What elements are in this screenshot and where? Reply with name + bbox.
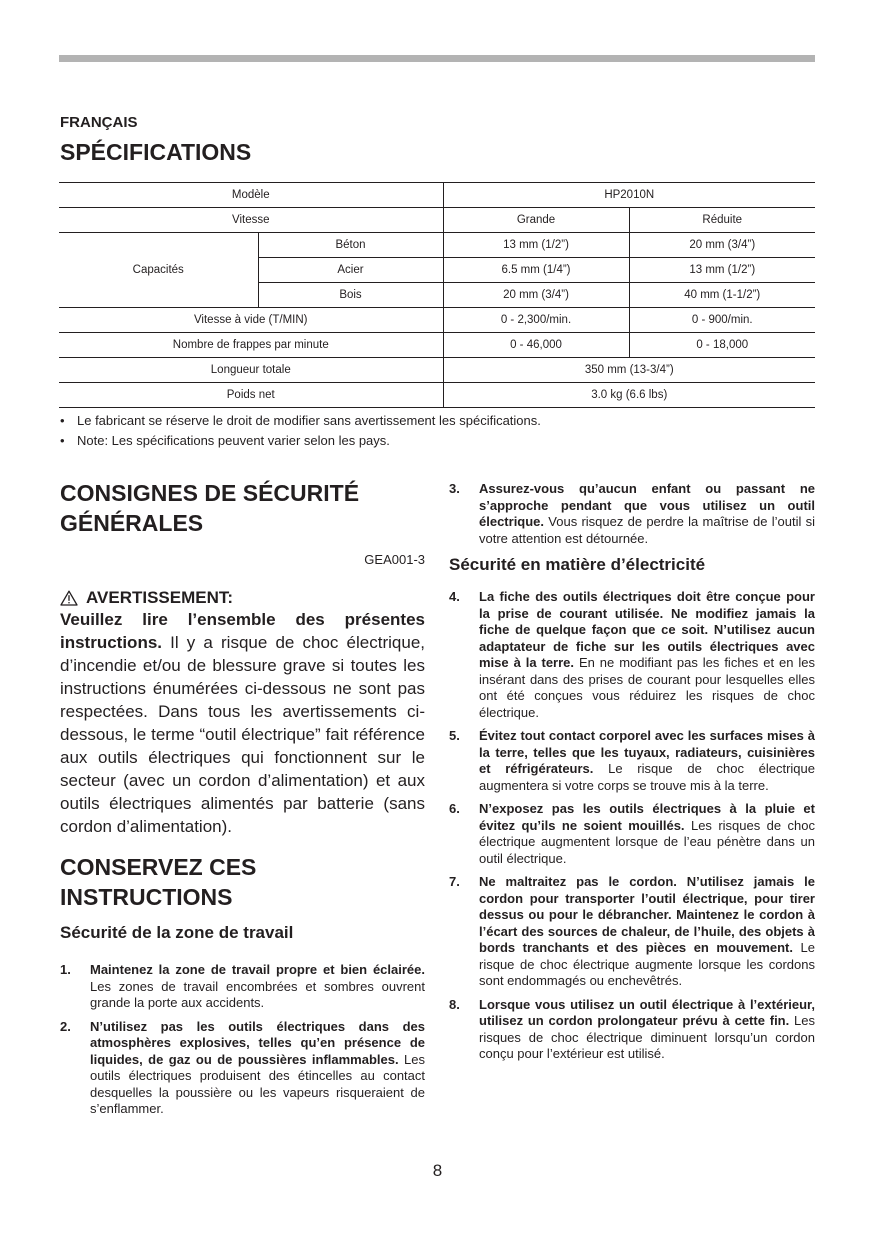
item-body: Le risque de choc électrique augmente lorsque les cordons sont endommagés ou enchevêtrés. xyxy=(479,940,816,988)
item-body: En ne modifiant pas les fiches et en les insérant dans des prises de courant pour lesquelles elles ont été conçues vous réduirez les risques de choc électrique. xyxy=(479,655,816,720)
table-cell: 3.0 kg (6.6 lbs) xyxy=(443,383,815,408)
list-item xyxy=(449,997,815,1063)
left-column xyxy=(60,478,425,1118)
item-bold: Lorsque vous utilisez un outil électrique à l’extérieur, utilisez un cordon prolongateur prévu à cette fin. xyxy=(479,996,815,1028)
item-body: Les risques de choc électrique diminuent lorsqu’un cordon conçu pour l’extérieur est utilisé. xyxy=(479,1013,815,1061)
item-text xyxy=(479,481,815,547)
table-cell: 13 mm (1/2”) xyxy=(443,233,629,258)
list-item xyxy=(449,728,815,794)
keep-title-line2: INSTRUCTIONS xyxy=(60,884,233,910)
item-number: 1. xyxy=(60,962,71,977)
work-area-heading: Sécurité de la zone de travail xyxy=(60,923,294,942)
item-number: 6. xyxy=(449,801,460,816)
item-text xyxy=(479,874,815,990)
item-number: 8. xyxy=(449,996,460,1012)
safety-title xyxy=(60,478,425,538)
item-body: Vous risquez de perdre la maîtrise de l’outil si votre attention est détournée. xyxy=(479,514,815,546)
table-cell: Vitesse xyxy=(59,208,443,233)
item-number: 2. xyxy=(60,1018,71,1034)
list-item xyxy=(60,1019,425,1118)
top-rule xyxy=(59,55,815,62)
table-cell: 0 - 2,300/min. xyxy=(443,308,629,333)
table-cell: Nombre de frappes par minute xyxy=(59,333,443,358)
warning-triangle-icon xyxy=(60,590,78,606)
warning-body: Il y a risque de choc électrique, d’incendie et/ou de blessure grave si toutes les instructions énumérées ci-dessous ne sont pas respectées. Dans tous les avertissements ci-dessous, le terme “outil électrique” fait référence aux outils électriques qui fonctionnent sur le secteur (avec un cordon d’alimentation) et aux outils électriques alimentés par batterie (sans cordon d’alimentation). xyxy=(60,633,425,836)
item-bold: Maintenez la zone de travail propre et bien éclairée. xyxy=(90,962,425,977)
item-bold: Évitez tout contact corporel avec les surfaces mises à la terre, telles que les tuyaux, radiateurs, cuisinières et réfrigérateurs. xyxy=(479,728,815,776)
item-number: 7. xyxy=(449,874,460,889)
table-cell: 0 - 46,000 xyxy=(443,333,629,358)
right-column xyxy=(449,481,815,1063)
page-title: SPÉCIFICATIONS xyxy=(60,139,252,165)
safety-title-line1: CONSIGNES DE SÉCURITÉ xyxy=(60,480,360,506)
table-cell: Capacités xyxy=(59,233,258,308)
list-item: • Le fabricant se réserve le droit de modifier sans avertissement les spécifications. xyxy=(60,411,816,431)
table-cell: 6.5 mm (1/4”) xyxy=(443,258,629,283)
table-row xyxy=(59,383,815,408)
item-text xyxy=(479,997,815,1063)
table-cell: Modèle xyxy=(59,183,443,208)
language-label: FRANÇAIS xyxy=(60,114,138,131)
list-item: • Note: Les spécifications peuvent varier selon les pays. xyxy=(60,431,816,451)
warning-bold: Veuillez lire l’ensemble des présentes instructions. xyxy=(60,610,425,652)
item-bold: Assurez-vous qu’aucun enfant ou passant ne s’approche pendant que vous utilisez un outil électrique. xyxy=(479,481,815,529)
table-row xyxy=(59,308,815,333)
list-item xyxy=(60,962,425,1012)
table-row xyxy=(59,233,815,258)
table-cell: Béton xyxy=(258,233,443,258)
warning-label: AVERTISSEMENT: xyxy=(86,588,234,607)
document-code: GEA001-3 xyxy=(364,552,425,567)
warning-text xyxy=(60,608,425,838)
table-row xyxy=(59,333,815,358)
work-area-list-continued xyxy=(449,481,815,547)
list-item xyxy=(449,801,815,867)
table-row xyxy=(59,358,815,383)
item-bold: N’exposez pas les outils électriques à la pluie et évitez qu’ils ne soient mouillés. xyxy=(479,801,815,833)
table-cell: Réduite xyxy=(629,208,815,233)
table-cell: 0 - 900/min. xyxy=(629,308,815,333)
item-text xyxy=(479,728,815,794)
item-bold: N’utilisez pas les outils électriques dans des atmosphères explosives, telles qu’en présence de liquides, de gaz ou de poussières inflammables. xyxy=(90,1018,425,1067)
table-cell: 13 mm (1/2”) xyxy=(629,258,815,283)
item-number: 5. xyxy=(449,728,460,743)
spec-table xyxy=(59,182,815,408)
electrical-list xyxy=(449,589,815,1063)
table-cell: Vitesse à vide (T/MIN) xyxy=(59,308,443,333)
table-cell: 350 mm (13-3/4”) xyxy=(443,358,815,383)
table-cell: Bois xyxy=(258,283,443,308)
list-item xyxy=(449,589,815,721)
list-item xyxy=(449,874,815,990)
item-text xyxy=(90,1019,425,1118)
keep-instructions-title xyxy=(60,852,425,912)
item-text xyxy=(479,589,815,721)
table-cell: Acier xyxy=(258,258,443,283)
item-body: Les zones de travail encombrées et sombres ouvrent grande la porte aux accidents. xyxy=(90,978,425,1010)
keep-title-line1: CONSERVEZ CES xyxy=(60,854,257,880)
page-number: 8 xyxy=(432,1161,443,1180)
warning-heading xyxy=(60,588,425,608)
work-area-list xyxy=(60,962,425,1118)
item-bold: La fiche des outils électriques doit être conçue pour la prise de courant utilisée. Ne modifiez jamais la fiche de quelque façon que ce soit. N’utilisez aucun adaptateur de fiche sur les outils électriques avec mise à la terre. xyxy=(479,589,815,670)
item-text xyxy=(90,962,425,1012)
item-body: Les risques de choc électrique augmentent lorsque de l’eau pénètre dans un outil électrique. xyxy=(479,817,815,866)
item-number: 4. xyxy=(449,589,460,604)
table-cell: 20 mm (3/4”) xyxy=(629,233,815,258)
table-cell: HP2010N xyxy=(443,183,815,208)
electrical-heading: Sécurité en matière d’électricité xyxy=(449,555,706,574)
item-body: Les outils électriques produisent des étincelles au contact desquelles la poussière ou les vapeurs risqueraient de s’enflammer. xyxy=(90,1051,425,1116)
list-item xyxy=(449,481,815,547)
item-number: 3. xyxy=(449,481,460,496)
item-text xyxy=(479,801,815,867)
item-bold: Ne maltraitez pas le cordon. N’utilisez jamais le cordon pour transporter l’outil électrique, pour tirer dessus ou pour le débrancher. Maintenez le cordon à l’écart des sources de chaleur, de l’huile, des objets à bords tranchants et des pièces en mouvement. xyxy=(479,874,815,955)
table-row xyxy=(59,208,815,233)
table-row xyxy=(59,183,815,208)
item-body: Le risque de choc électrique augmentera si votre corps se trouve mis à la terre. xyxy=(479,761,815,793)
table-cell: Poids net xyxy=(59,383,443,408)
table-cell: 20 mm (3/4”) xyxy=(443,283,629,308)
table-cell: Grande xyxy=(443,208,629,233)
spec-notes xyxy=(60,411,816,451)
safety-title-line2: GÉNÉRALES xyxy=(60,510,204,536)
table-cell: 0 - 18,000 xyxy=(629,333,815,358)
table-cell: 40 mm (1-1/2”) xyxy=(629,283,815,308)
table-cell: Longueur totale xyxy=(59,358,443,383)
